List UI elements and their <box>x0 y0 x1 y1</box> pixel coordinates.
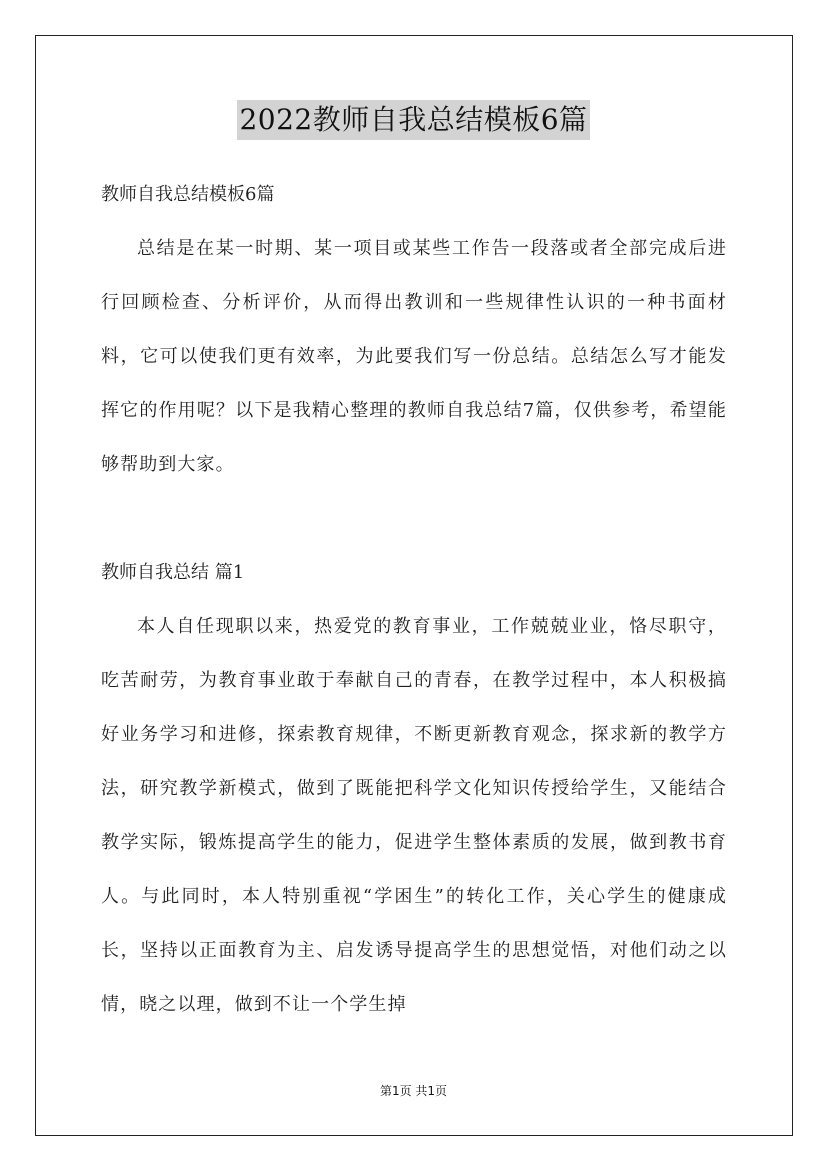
section-heading: 教师自我总结 篇1 <box>101 562 245 583</box>
section-spacer <box>101 492 727 546</box>
title-container <box>0 100 827 140</box>
document-body <box>101 168 727 1032</box>
document-subtitle: 教师自我总结模板6篇 <box>101 184 275 205</box>
intro-paragraph: 总结是在某一时期、某一项目或某些工作告一段落或者全部完成后进行回顾检查、分析评价，从而得出教训和一些规律性认识的一种书面材料，它可以使我们更有效率，为此要我们写一份总结。总结怎么写才能发挥它的作用呢？以下是我精心整理的教师自我总结7篇，仅供参考，希望能够帮助到大家。 <box>101 238 727 475</box>
page-footer: 第1页 共1页 <box>379 1084 448 1098</box>
section-paragraph: 本人自任现职以来，热爱党的教育事业，工作兢兢业业，恪尽职守，吃苦耐劳，为教育事业敢于奉献自己的青春，在教学过程中，本人积极搞好业务学习和进修，探索教育规律，不断更新教育观念，探求新的教学方法，研究教学新模式，做到了既能把科学文化知识传授给学生，又能结合教学实际，锻炼提高学生的能力，促进学生整体素质的发展，做到教书育人。与此同时，本人特别重视“学困生”的转化工作，关心学生的健康成长，坚持以正面教育为主、启发诱导提高学生的思想觉悟，对他们动之以情，晓之以理，做到不让一个学生掉 <box>101 616 727 1015</box>
document-title: 2022教师自我总结模板6篇 <box>237 100 589 140</box>
